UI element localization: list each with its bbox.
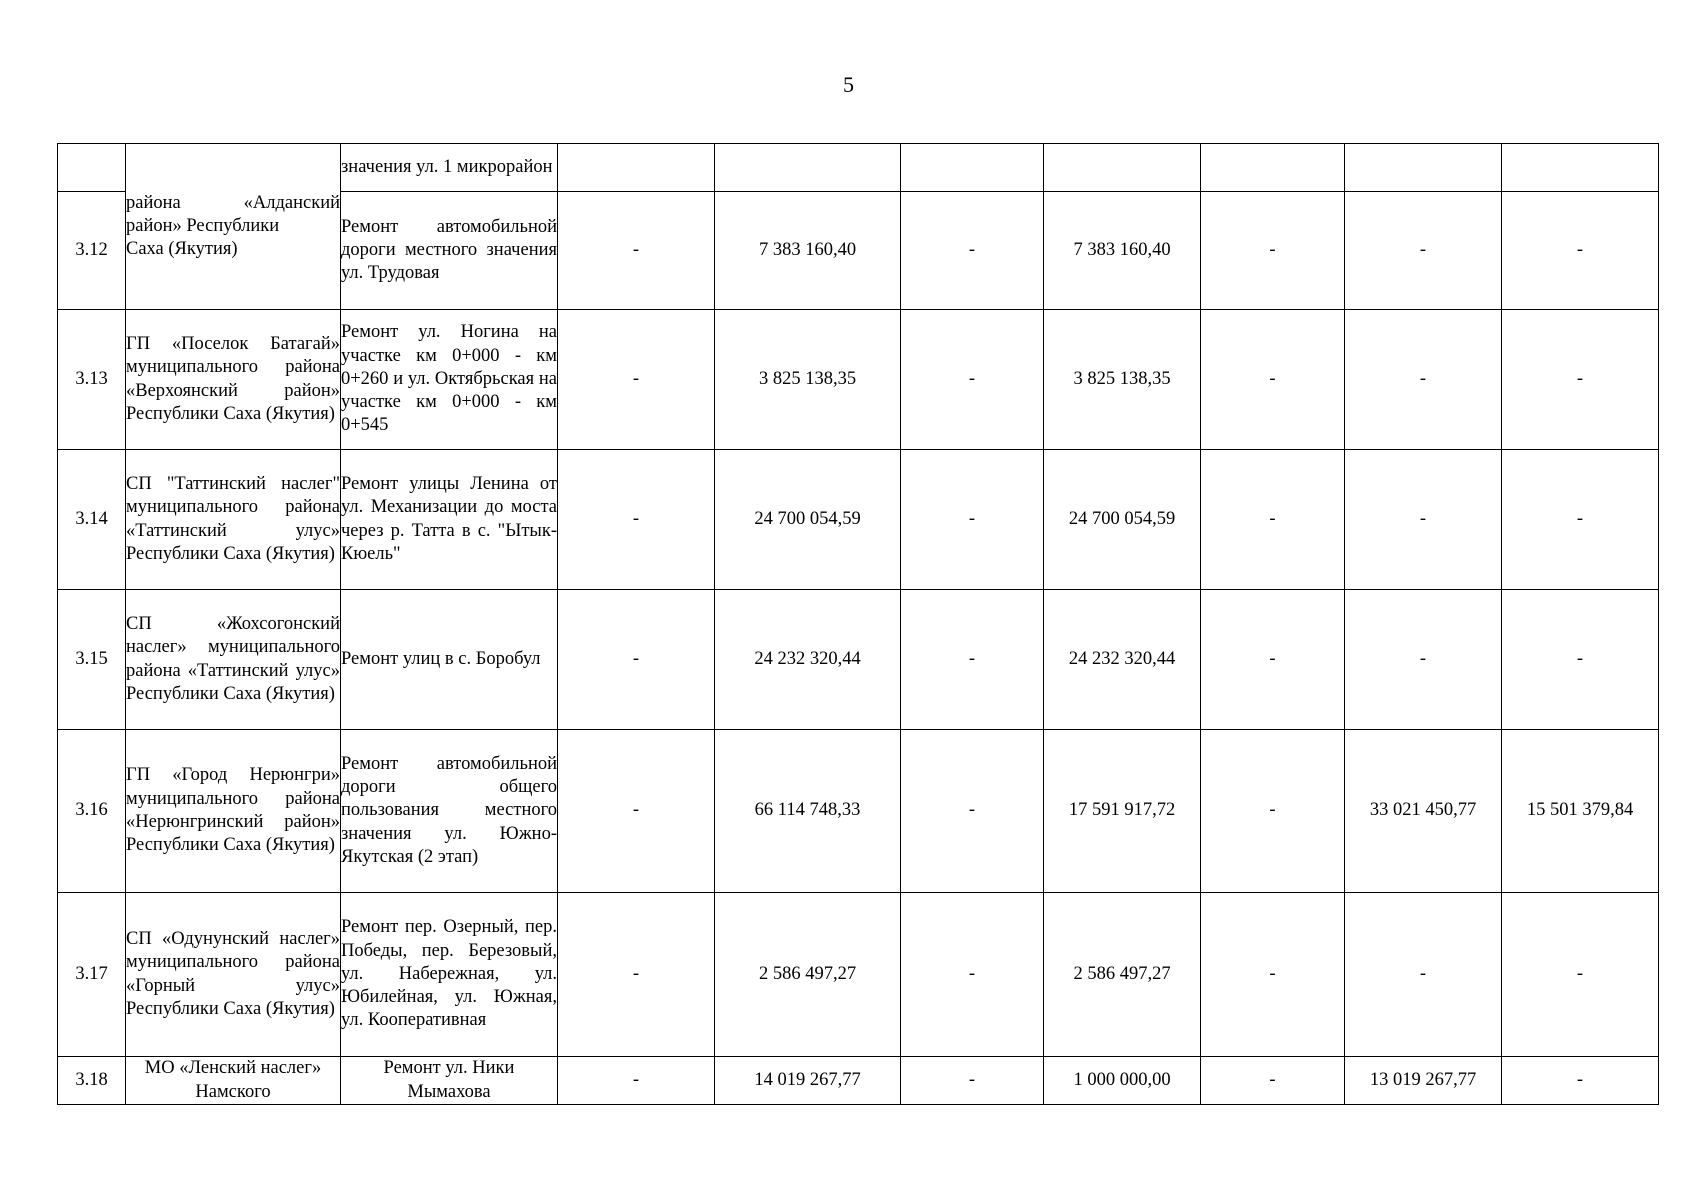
value-cell: - — [1201, 893, 1345, 1057]
value-cell: - — [901, 893, 1044, 1057]
value-cell: 24 232 320,44 — [715, 590, 901, 730]
municipality-cell: СП "Таттинский наслег" муниципального района «Таттинский улус» Республики Саха (Якутия) — [126, 450, 341, 590]
value-cell: - — [1201, 310, 1345, 450]
description-cell: Ремонт ул. Ногина на участке км 0+000 - км 0+260 и ул. Октябрьская на участке км 0+000 - км 0+545 — [341, 310, 558, 450]
value-cell: 24 232 320,44 — [1044, 590, 1201, 730]
value-cell: 13 019 267,77 — [1345, 1057, 1502, 1105]
row-number: 3.14 — [58, 450, 126, 590]
value-cell: - — [1201, 730, 1345, 893]
value-cell: - — [1345, 192, 1502, 310]
municipality-cell: ГП «Поселок Батагай» муниципального района «Верхоянский район» Республики Саха (Якутия) — [126, 310, 341, 450]
description-cell: значения ул. 1 микрорайон — [341, 144, 558, 192]
value-cell: 33 021 450,77 — [1345, 730, 1502, 893]
table-row — [58, 450, 1659, 590]
value-cell: - — [558, 1057, 715, 1105]
row-number: 3.12 — [58, 192, 126, 310]
municipality-cell: МО «Ленский наслег» Намского — [126, 1057, 341, 1105]
value-cell: - — [558, 893, 715, 1057]
value-cell: 24 700 054,59 — [1044, 450, 1201, 590]
value-cell — [558, 144, 715, 192]
value-cell: - — [901, 192, 1044, 310]
value-cell: - — [901, 450, 1044, 590]
value-cell — [1345, 144, 1502, 192]
table-row — [58, 730, 1659, 893]
municipality-cell — [126, 144, 341, 310]
table-row — [58, 1057, 1659, 1105]
value-cell: - — [1502, 192, 1659, 310]
municipality-text: Саха (Якутия) — [126, 239, 238, 260]
page-number: 5 — [843, 72, 854, 97]
value-cell: - — [1502, 1057, 1659, 1105]
value-cell — [1201, 144, 1345, 192]
value-cell: - — [901, 590, 1044, 730]
municipality-cell: СП «Одунунский наслег» муниципального района «Горный улус» Республики Саха (Якутия) — [126, 893, 341, 1057]
value-cell: - — [558, 450, 715, 590]
row-number: 3.15 — [58, 590, 126, 730]
value-cell: - — [1345, 590, 1502, 730]
value-cell: - — [1201, 192, 1345, 310]
description-cell: Ремонт улицы Ленина от ул. Механизации до моста через р. Татта в с. "Ытык-Кюель" — [341, 450, 558, 590]
value-cell — [1044, 144, 1201, 192]
row-number: 3.18 — [58, 1057, 126, 1105]
municipality-text-continuation: района «Алданский район» Республики — [126, 192, 340, 236]
municipality-cell: ГП «Город Нерюнгри» муниципального района «Нерюнгринский район» Республики Саха (Якутия) — [126, 730, 341, 893]
value-cell: - — [1201, 450, 1345, 590]
value-cell: - — [558, 590, 715, 730]
value-cell: 17 591 917,72 — [1044, 730, 1201, 893]
value-cell: - — [1201, 590, 1345, 730]
description-cell: Ремонт пер. Озерный, пер. Победы, пер. Березовый, ул. Набережная, ул. Юбилейная, ул. Южная, ул. Кооперативная — [341, 893, 558, 1057]
description-cell: Ремонт ул. Ники Мымахова — [341, 1057, 558, 1105]
table-row — [58, 893, 1659, 1057]
description-cell: Ремонт автомобильной дороги местного значения ул. Трудовая — [341, 192, 558, 310]
value-cell: - — [1502, 310, 1659, 450]
value-cell: - — [558, 730, 715, 893]
value-cell: - — [1502, 893, 1659, 1057]
row-number: 3.16 — [58, 730, 126, 893]
value-cell: - — [901, 730, 1044, 893]
value-cell: - — [1345, 310, 1502, 450]
value-cell: - — [1345, 893, 1502, 1057]
value-cell: 15 501 379,84 — [1502, 730, 1659, 893]
value-cell: - — [1201, 1057, 1345, 1105]
value-cell: 2 586 497,27 — [1044, 893, 1201, 1057]
value-cell: - — [1345, 450, 1502, 590]
value-cell: - — [558, 310, 715, 450]
row-number: 3.17 — [58, 893, 126, 1057]
value-cell: 24 700 054,59 — [715, 450, 901, 590]
table-row — [58, 310, 1659, 450]
table-row — [58, 590, 1659, 730]
value-cell: 2 586 497,27 — [715, 893, 901, 1057]
row-number: 3.13 — [58, 310, 126, 450]
municipality-cell: СП «Жохсогонский наслег» муниципального района «Таттинский улус» Республики Саха (Якутия) — [126, 590, 341, 730]
value-cell: - — [901, 1057, 1044, 1105]
value-cell: 7 383 160,40 — [715, 192, 901, 310]
value-cell — [901, 144, 1044, 192]
value-cell: - — [1502, 450, 1659, 590]
funding-table — [57, 143, 1659, 1105]
value-cell: 3 825 138,35 — [1044, 310, 1201, 450]
value-cell — [715, 144, 901, 192]
value-cell: 66 114 748,33 — [715, 730, 901, 893]
value-cell: 3 825 138,35 — [715, 310, 901, 450]
value-cell: - — [558, 192, 715, 310]
value-cell: 1 000 000,00 — [1044, 1057, 1201, 1105]
description-cell: Ремонт автомобильной дороги общего пользования местного значения ул. Южно-Якутская (2 этап) — [341, 730, 558, 893]
value-cell: 14 019 267,77 — [715, 1057, 901, 1105]
value-cell: - — [901, 310, 1044, 450]
row-number — [58, 144, 126, 192]
value-cell — [1502, 144, 1659, 192]
description-cell: Ремонт улиц в с. Боробул — [341, 590, 558, 730]
value-cell: - — [1502, 590, 1659, 730]
value-cell: 7 383 160,40 — [1044, 192, 1201, 310]
table-row — [58, 144, 1659, 192]
